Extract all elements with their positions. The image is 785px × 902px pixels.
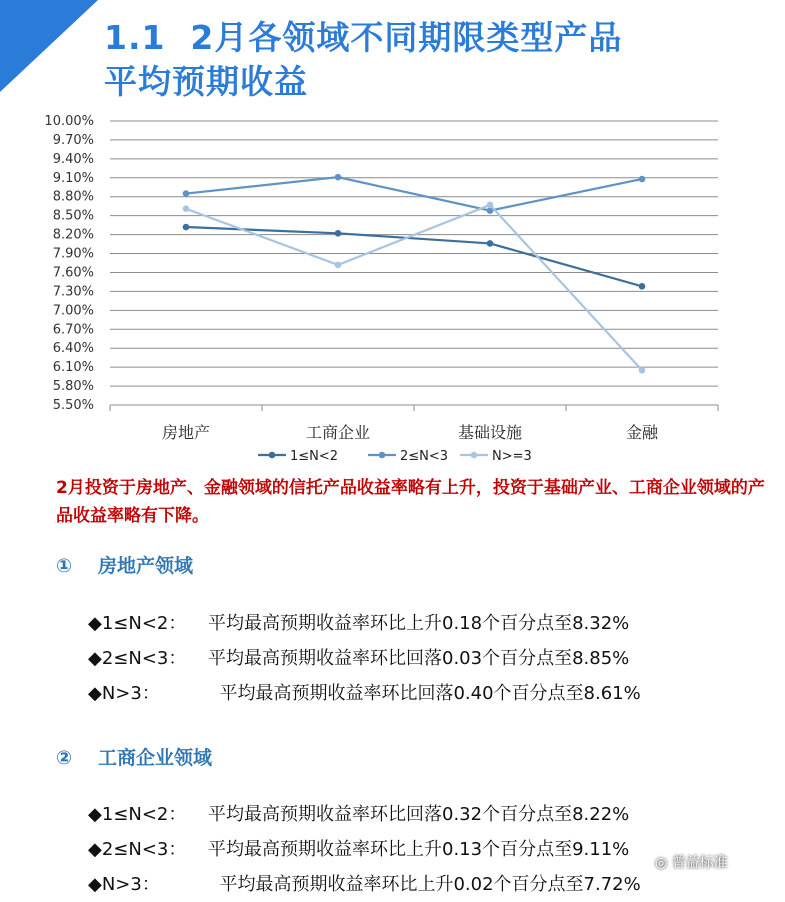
page-title [104, 16, 622, 104]
list-item [88, 867, 641, 902]
watermark-text: 普益标准 [671, 855, 728, 871]
bullet-key: ◆2≤N<3： [88, 839, 187, 860]
bullet-text: 平均最高预期收益率环比上升0.18个百分点至8.32% [208, 613, 630, 634]
bullet-text: 平均最高预期收益率环比上升0.13个百分点至9.11% [208, 839, 630, 860]
section-label: 房地产领域 [98, 555, 194, 577]
section-number: ① [56, 555, 73, 577]
watermark [655, 852, 728, 872]
bullet-key: ◆1≤N<2： [88, 613, 187, 634]
summary-text: 2月投资于房地产、金融领域的信托产品收益率略有上升，投资于基础产业、工商企业领域的产品收益率略有下降。 [56, 478, 765, 526]
page-title-line-1: 1.1 2月各领域不同期限类型产品 [104, 18, 623, 57]
section-number: ② [56, 747, 73, 769]
bullet-key: ◆2≤N<3： [88, 648, 187, 669]
bullet-key: ◆N>3： [88, 874, 160, 895]
data-point [183, 224, 190, 231]
y-tick-label: 9.10% [52, 170, 94, 186]
data-point [487, 240, 494, 247]
y-tick-label: 9.40% [52, 151, 94, 167]
line-chart [0, 108, 785, 468]
y-tick-label: 7.30% [52, 284, 94, 300]
list-item [88, 676, 641, 711]
bullet-text: 平均最高预期收益率环比回落0.03个百分点至8.85% [208, 648, 630, 669]
series-line [186, 177, 642, 210]
list-item [88, 797, 641, 832]
y-tick-label: 7.90% [52, 246, 94, 262]
y-tick-label: 8.50% [52, 208, 94, 224]
page-title-line-2: 平均预期收益 [104, 62, 308, 101]
bullet-list-industrial [88, 797, 641, 902]
bullet-key: ◆1≤N<2： [88, 804, 187, 825]
legend-label: 1≤N<2 [290, 449, 339, 464]
legend-label: 2≤N<3 [400, 449, 449, 464]
section-title-real-estate [56, 553, 193, 579]
legend-marker [379, 452, 386, 459]
y-tick-label: 5.50% [52, 398, 94, 413]
section-label: 工商企业领域 [98, 747, 213, 769]
data-point [639, 367, 646, 374]
bullet-text: 平均最高预期收益率环比回落0.40个百分点至8.61% [208, 683, 641, 704]
data-point [183, 205, 190, 212]
data-point [335, 230, 342, 237]
data-point [639, 283, 646, 290]
y-tick-label: 10.00% [44, 114, 94, 129]
y-tick-label: 6.70% [52, 322, 94, 338]
bullet-text: 平均最高预期收益率环比回落0.32个百分点至8.22% [208, 804, 630, 825]
section-title-industrial [56, 745, 212, 771]
wechat-icon: ◎ [655, 855, 668, 871]
bullet-list-real-estate [88, 606, 641, 711]
corner-decoration [0, 0, 100, 100]
data-point [639, 176, 646, 183]
x-tick-label: 基础设施 [457, 423, 523, 442]
x-tick-label: 工商企业 [305, 423, 371, 442]
y-tick-label: 7.60% [52, 265, 94, 281]
x-tick-label: 金融 [625, 423, 659, 442]
list-item [88, 832, 641, 867]
legend-marker [269, 452, 276, 459]
x-tick-label: 房地产 [161, 423, 211, 442]
y-tick-label: 5.80% [52, 379, 94, 395]
legend-marker [471, 452, 478, 459]
y-tick-label: 7.00% [52, 303, 94, 319]
y-tick-label: 8.80% [52, 189, 94, 205]
data-point [335, 174, 342, 181]
data-point [335, 262, 342, 269]
data-point [183, 190, 190, 197]
y-tick-label: 8.20% [52, 227, 94, 243]
bullet-key: ◆N>3： [88, 683, 160, 704]
y-tick-label: 9.70% [52, 132, 94, 148]
legend-label: N>=3 [492, 449, 532, 464]
y-tick-label: 6.10% [52, 360, 94, 376]
y-tick-label: 6.40% [52, 341, 94, 357]
list-item [88, 641, 641, 676]
bullet-text: 平均最高预期收益率环比上升0.02个百分点至7.72% [208, 874, 641, 895]
list-item [88, 606, 641, 641]
data-point [487, 202, 494, 209]
